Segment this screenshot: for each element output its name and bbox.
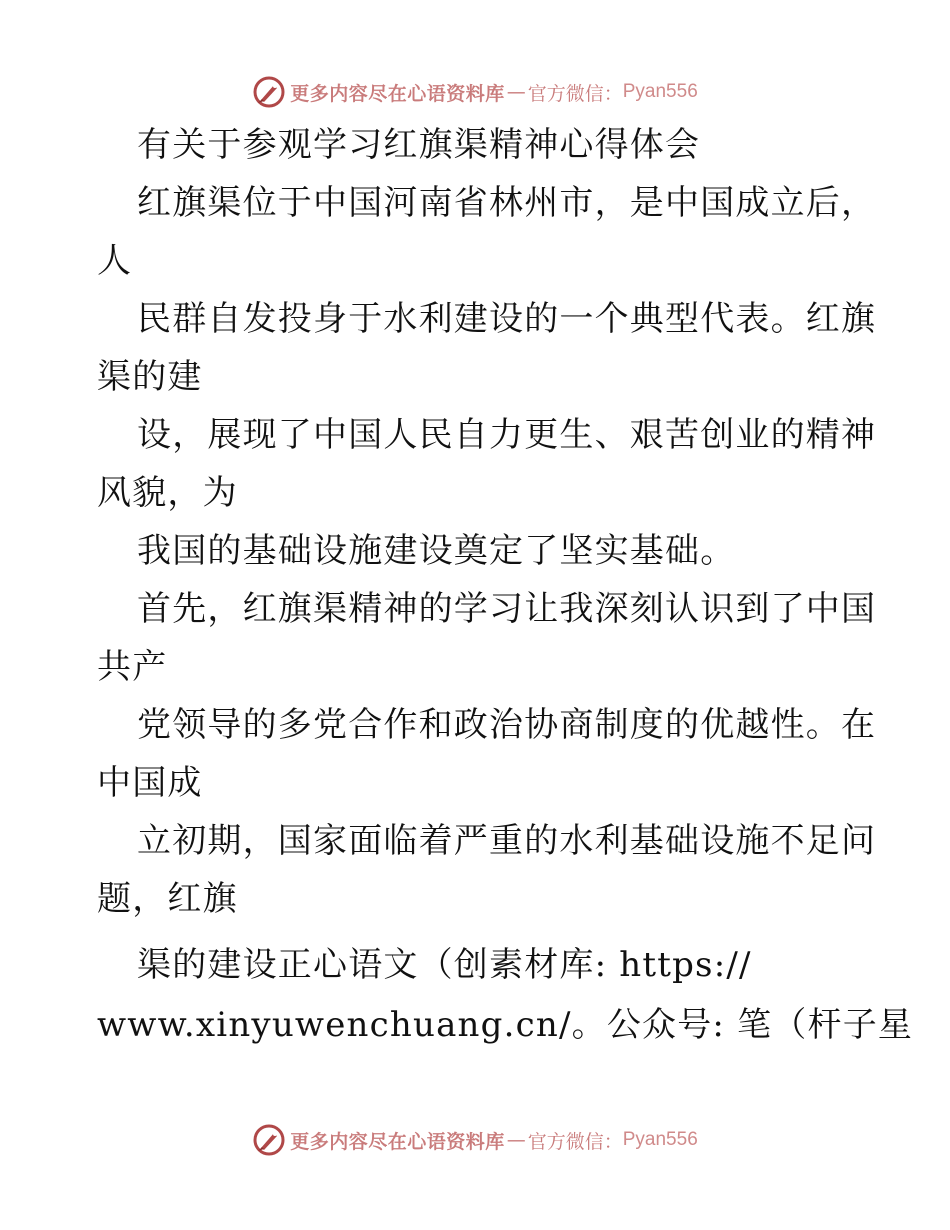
document-title: 有关于参观学习红旗渠精神心得体会 (137, 125, 701, 165)
text-line: 渠的建 (97, 357, 203, 397)
text-line: 人 (97, 241, 133, 281)
banner-contact-label: 官方微信： (527, 1130, 623, 1153)
text-line: 共产 (97, 647, 168, 687)
banner-text: 更多内容尽在心语资料库 (290, 1130, 505, 1153)
text-line: 首先，红旗渠精神的学习让我深刻认识到了中国 (137, 589, 877, 629)
pen-logo-icon (252, 75, 286, 109)
text-line: 立初期，国家面临着严重的水利基础设施不足问 (137, 821, 877, 861)
text-line: 渠的建设正心语文（创素材库: https:// (137, 945, 752, 985)
header-banner (0, 72, 950, 112)
text-line: 我国的基础设施建设奠定了坚实基础。 (137, 531, 736, 571)
text-line: 民群自发投身于水利建设的一个典型代表。红旗 (137, 299, 877, 339)
banner-contact-id: Pyan556 (622, 1129, 698, 1150)
footer-banner (0, 1120, 950, 1160)
banner-contact-label: 官方微信： (527, 82, 623, 105)
text-line: 设，展现了中国人民自力更生、艰苦创业的精神 (137, 415, 877, 455)
text-line: 题，红旗 (97, 879, 238, 919)
banner-text: 更多内容尽在心语资料库 (290, 82, 505, 105)
text-line: www.xinyuwenchuang.cn/。公众号: 笔（杆子星 (97, 1005, 914, 1045)
banner-separator: — (506, 81, 526, 103)
text-line: 风貌，为 (97, 473, 238, 513)
banner-separator: — (506, 1129, 526, 1151)
banner-contact-id: Pyan556 (622, 81, 698, 102)
text-line: 中国成 (97, 763, 203, 803)
text-line: 红旗渠位于中国河南省林州市，是中国成立后， (137, 183, 877, 223)
text-line: 党领导的多党合作和政治协商制度的优越性。在 (137, 705, 877, 745)
pen-logo-icon (252, 1123, 286, 1157)
